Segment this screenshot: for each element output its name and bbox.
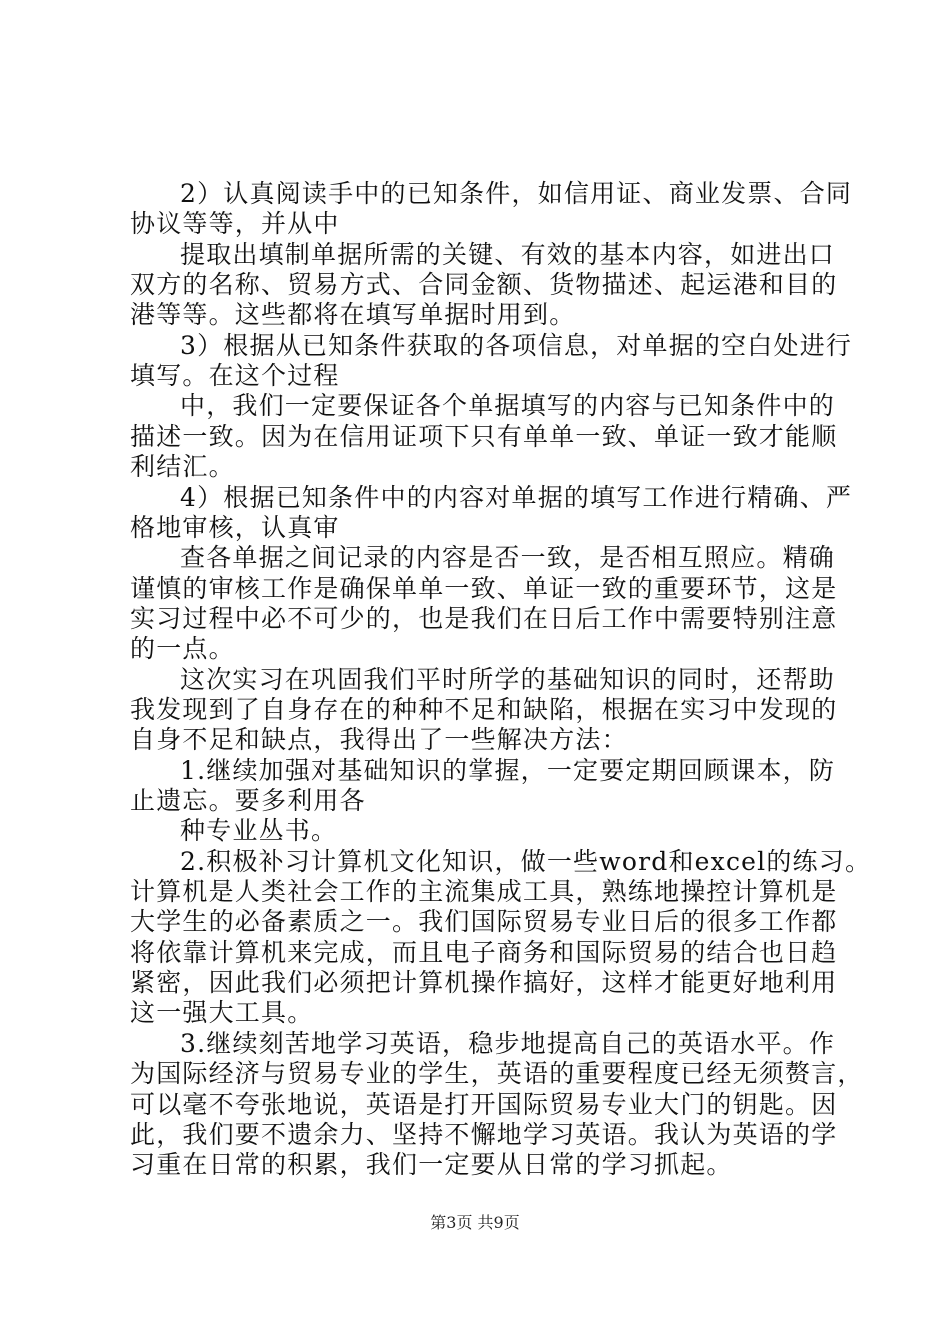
text-line: 这一强大工具。	[130, 998, 314, 1028]
text-line: 双方的名称、贸易方式、合同金额、货物描述、起运港和目的	[130, 270, 838, 300]
text-line: 可以毫不夸张地说，英语是打开国际贸易专业大门的钥匙。因	[130, 1089, 838, 1119]
text-line: 这次实习在巩固我们平时所学的基础知识的同时，还帮助	[180, 664, 836, 694]
text-line: 实习过程中必不可少的，也是我们在日后工作中需要特别注意	[130, 603, 838, 633]
text-line: 2）认真阅读手中的已知条件，如信用证、商业发票、合同	[180, 179, 853, 208]
text-line: 3.继续刻苦地学习英语，稳步地提高自己的英语水平。作	[180, 1028, 836, 1058]
text-line: 我发现到了自身存在的种种不足和缺陷，根据在实习中发现的	[130, 694, 838, 724]
text-line: 中，我们一定要保证各个单据填写的内容与已知条件中的	[180, 391, 836, 421]
text-line: 格地审核，认真审	[130, 512, 340, 542]
text-line: 填写。在这个过程	[130, 361, 340, 391]
text-line: 此，我们要不遗余力、坚持不懈地学习英语。我认为英语的学	[130, 1119, 838, 1149]
text-line: 自身不足和缺点，我得出了一些解决方法：	[130, 725, 628, 755]
text-line: 利结汇。	[130, 452, 235, 482]
text-line: 描述一致。因为在信用证项下只有单单一致、单证一致才能顺	[130, 421, 838, 451]
text-line: 港等等。这些都将在填写单据时用到。	[130, 300, 576, 330]
page-footer: 第3页 共9页	[430, 1213, 520, 1232]
text-line: 4）根据已知条件中的内容对单据的填写工作进行精确、严	[180, 482, 853, 512]
text-line: 习重在日常的积累，我们一定要从日常的学习抓起。	[130, 1150, 733, 1180]
text-line: 大学生的必备素质之一。我们国际贸易专业日后的很多工作都	[130, 907, 838, 937]
text-line: 2.积极补习计算机文化知识，做一些word和excel的练习。	[180, 846, 872, 876]
text-line: 计算机是人类社会工作的主流集成工具，熟练地操控计算机是	[130, 877, 838, 907]
text-line: 查各单据之间记录的内容是否一致，是否相互照应。精确	[180, 543, 836, 573]
text-line: 1.继续加强对基础知识的掌握，一定要定期回顾课本，防	[180, 755, 836, 785]
text-line: 止遗忘。要多利用各	[130, 786, 366, 815]
text-line: 协议等等，并从中	[130, 209, 340, 239]
text-line: 将依靠计算机来完成，而且电子商务和国际贸易的结合也日趋	[130, 937, 838, 967]
text-line: 为国际经济与贸易专业的学生，英语的重要程度已经无须赘言，	[130, 1059, 864, 1089]
text-line: 的一点。	[130, 634, 235, 664]
text-line: 紧密，因此我们必须把计算机操作搞好，这样才能更好地利用	[130, 968, 838, 998]
text-line: 种专业丛书。	[180, 816, 338, 846]
text-line: 谨慎的审核工作是确保单单一致、单证一致的重要环节，这是	[130, 573, 838, 603]
text-line: 提取出填制单据所需的关键、有效的基本内容，如进出口	[180, 239, 836, 269]
text-line: 3）根据从已知条件获取的各项信息，对单据的空白处进行	[180, 330, 853, 360]
